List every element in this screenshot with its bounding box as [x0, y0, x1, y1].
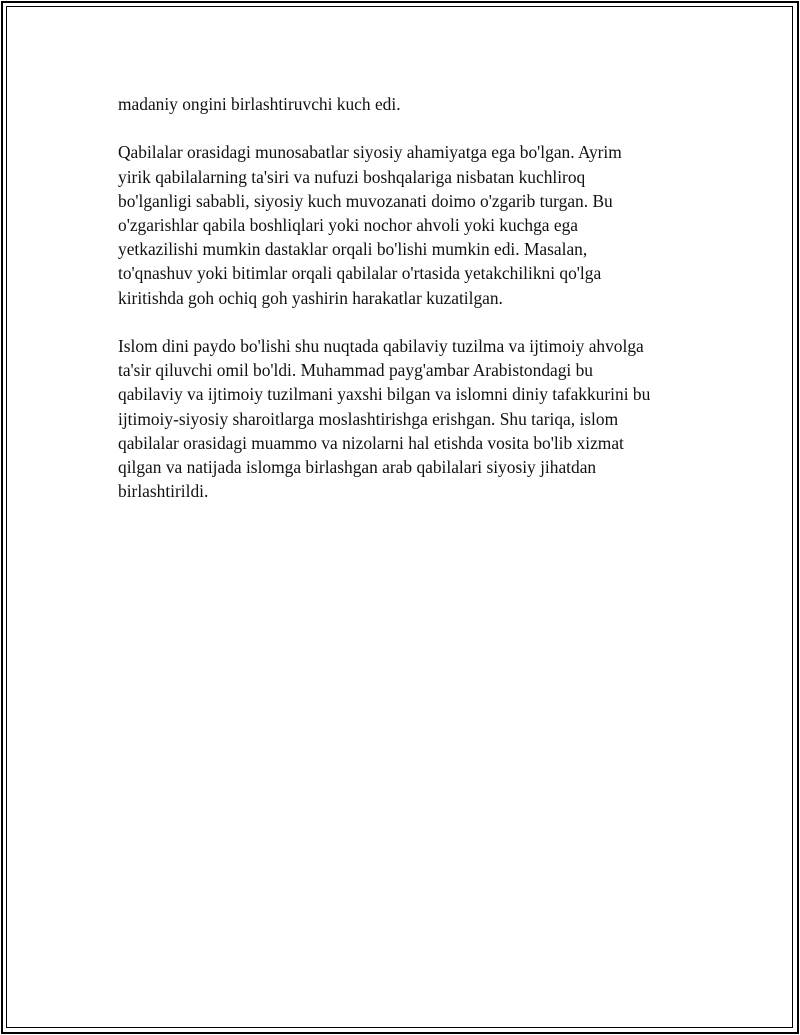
paragraph-1 — [118, 92, 698, 116]
text-line: madaniy ongini birlashtiruvchi kuch edi. — [118, 94, 401, 114]
text-line: qabilalar orasidagi muammo va nizolarni hal etishda vosita bo'lib xizmat — [118, 432, 624, 453]
paragraph-2 — [118, 140, 698, 309]
page-body — [118, 92, 698, 528]
text-line: ta'sir qiluvchi omil bo'ldi. Muhammad payg'ambar Arabistondagi bu — [118, 360, 594, 381]
text-line: Qabilalar orasidagi munosabatlar siyosiy ahamiyatga ega bo'lgan. Ayrim — [118, 142, 622, 163]
text-line: yirik qabilalarning ta'siri va nufuzi boshqalariga nisbatan kuchliroq — [118, 166, 586, 187]
text-line: to'qnashuv yoki bitimlar orqali qabilalar o'rtasida yetakchilikni qo'lga — [118, 263, 602, 284]
text-line: ijtimoiy-siyosiy sharoitlarga moslashtirishga erishgan. Shu tariqa, islom — [118, 408, 619, 429]
text-line: bo'lganligi sababli, siyosiy kuch muvozanati doimo o'zgarib turgan. Bu — [118, 190, 613, 211]
text-line: kiritishda goh ochiq goh yashirin harakatlar kuzatilgan. — [118, 287, 503, 308]
text-line: birlashtirildi. — [118, 481, 209, 502]
text-line: qabilaviy va ijtimoiy tuzilmani yaxshi bilgan va islomni diniy tafakkurini bu — [118, 384, 651, 405]
paragraph-3 — [118, 334, 698, 503]
text-line: o'zgarishlar qabila boshliqlari yoki nochor ahvoli yoki kuchga ega — [118, 215, 578, 235]
text-line: Islom dini paydo bo'lishi shu nuqtada qabilaviy tuzilma va ijtimoiy ahvolga — [118, 336, 644, 356]
text-line: qilgan va natijada islomga birlashgan arab qabilalari siyosiy jihatdan — [118, 457, 597, 478]
text-line: yetkazilishi mumkin dastaklar orqali bo'lishi mumkin edi. Masalan, — [118, 239, 588, 260]
